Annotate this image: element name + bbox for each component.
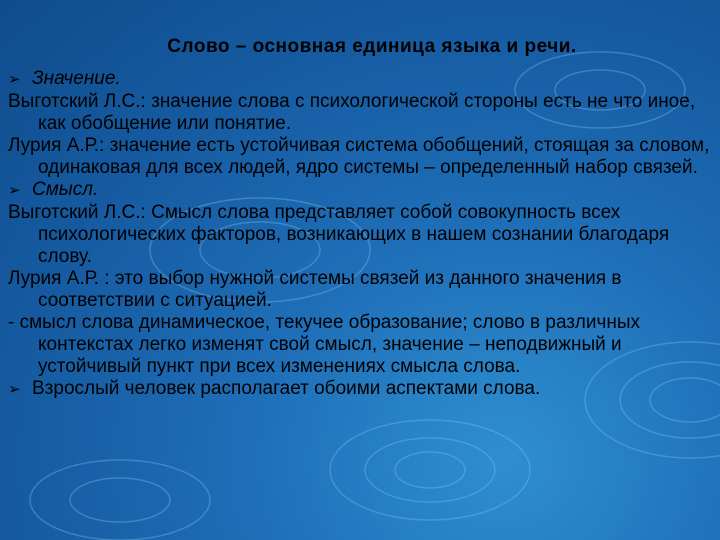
bullet-paragraph <box>8 378 712 401</box>
paragraph-text: Смысл. <box>32 179 99 200</box>
text-paragraph <box>8 268 712 312</box>
text-paragraph <box>8 202 712 268</box>
paragraph-text: Лурия А.Р. : это выбор нужной системы связей из данного значения в соответствии с ситуацией. <box>8 268 622 311</box>
arrow-bullet-icon: ➢ <box>8 381 21 398</box>
paragraph-text: Значение. <box>32 68 121 89</box>
arrow-bullet-icon: ➢ <box>8 71 21 88</box>
slide-body <box>8 68 712 401</box>
slide-title: Слово – основная единица языка и речи. <box>167 36 577 57</box>
paragraph-text: - смысл слова динамическое, текучее образование; слово в различных контекстах легко изменят свой смысл, значение – неподвижный и устойчивый пункт при всех изменениях смысла слова. <box>8 312 641 377</box>
paragraph-text: Лурия А.Р.: значение есть устойчивая система обобщений, стоящая за словом, одинаковая для всех людей, ядро системы – определенный набор связей. <box>8 135 710 178</box>
paragraph-text: Выготский Л.С.: Смысл слова представляет собой совокупность всех психологических факторов, возникающих в нашем сознании благодаря слову. <box>8 202 670 267</box>
bullet-paragraph <box>8 179 712 202</box>
text-paragraph <box>8 135 712 179</box>
paragraph-text: Взрослый человек располагает обоими аспектами слова. <box>32 378 541 399</box>
text-paragraph <box>8 312 712 378</box>
arrow-bullet-icon: ➢ <box>8 182 21 199</box>
text-paragraph <box>8 91 712 135</box>
paragraph-text: Выготский Л.С.: значение слова с психологической стороны есть не что иное, как обобщение или понятие. <box>8 91 696 134</box>
bullet-paragraph <box>8 68 712 91</box>
